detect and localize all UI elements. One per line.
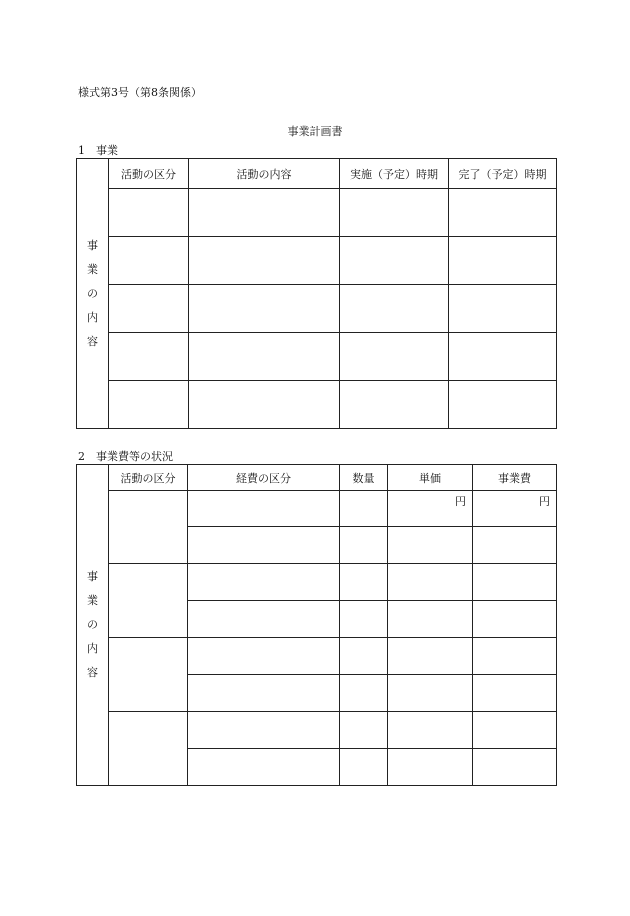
table-cell[interactable] bbox=[109, 333, 189, 381]
table-cell[interactable] bbox=[388, 601, 473, 638]
col-header-activity-category: 活動の区分 bbox=[109, 159, 189, 189]
unit-price-yen-label: 円 bbox=[388, 491, 473, 527]
table-cell[interactable] bbox=[109, 237, 189, 285]
table-cell[interactable] bbox=[340, 601, 388, 638]
table-row bbox=[77, 381, 557, 429]
table-cell[interactable] bbox=[473, 527, 557, 564]
table-cell[interactable] bbox=[388, 749, 473, 786]
table-cell[interactable] bbox=[449, 333, 557, 381]
col-header-expense-category: 経費の区分 bbox=[188, 465, 340, 491]
business-content-label: 事 業 の 内 容 bbox=[77, 159, 109, 429]
table-cell[interactable] bbox=[340, 564, 388, 601]
table-cell[interactable] bbox=[388, 638, 473, 675]
table-cell[interactable] bbox=[388, 564, 473, 601]
table-row bbox=[77, 189, 557, 237]
col-header-quantity: 数量 bbox=[340, 465, 388, 491]
page-title: 事業計画書 bbox=[287, 125, 343, 138]
table-cell[interactable] bbox=[189, 333, 340, 381]
project-cost-yen-label: 円 bbox=[473, 491, 557, 527]
table-cell[interactable] bbox=[189, 381, 340, 429]
table-cell[interactable] bbox=[188, 491, 340, 527]
table-cell[interactable] bbox=[449, 237, 557, 285]
table-cell[interactable] bbox=[188, 675, 340, 712]
table-cell[interactable] bbox=[340, 381, 449, 429]
table-cell[interactable] bbox=[473, 601, 557, 638]
table-cell[interactable] bbox=[388, 675, 473, 712]
table-cell[interactable] bbox=[188, 712, 340, 749]
table-row bbox=[77, 564, 557, 601]
cost-table bbox=[76, 464, 557, 786]
business-table bbox=[76, 158, 557, 429]
col-header-activity-category: 活動の区分 bbox=[109, 465, 188, 491]
table-cell[interactable] bbox=[449, 189, 557, 237]
table-cell[interactable] bbox=[188, 564, 340, 601]
table-cell[interactable] bbox=[340, 285, 449, 333]
table-row bbox=[77, 285, 557, 333]
table-cell[interactable] bbox=[449, 285, 557, 333]
table-cell[interactable] bbox=[189, 285, 340, 333]
table-cell[interactable] bbox=[340, 189, 449, 237]
activity-category-cell[interactable] bbox=[109, 638, 188, 712]
table-cell[interactable] bbox=[188, 638, 340, 675]
table-cell[interactable] bbox=[189, 189, 340, 237]
table-cell[interactable] bbox=[340, 333, 449, 381]
table-cell[interactable] bbox=[340, 527, 388, 564]
section1-heading: 1 事業 bbox=[78, 144, 118, 157]
table-cell[interactable] bbox=[188, 749, 340, 786]
section2-heading: 2 事業費等の状況 bbox=[78, 450, 173, 463]
table-cell[interactable] bbox=[449, 381, 557, 429]
table-cell[interactable] bbox=[340, 638, 388, 675]
table-cell[interactable] bbox=[340, 491, 388, 527]
col-header-project-cost: 事業費 bbox=[473, 465, 557, 491]
cost-content-label: 事 業 の 内 容 bbox=[77, 465, 109, 786]
table-cell[interactable] bbox=[473, 564, 557, 601]
activity-category-cell[interactable] bbox=[109, 564, 188, 638]
table-cell[interactable] bbox=[340, 237, 449, 285]
col-header-end-date: 完了（予定）時期 bbox=[449, 159, 557, 189]
activity-category-cell[interactable] bbox=[109, 491, 188, 564]
table-cell[interactable] bbox=[109, 189, 189, 237]
col-header-activity-content: 活動の内容 bbox=[189, 159, 340, 189]
table-row bbox=[77, 638, 557, 675]
col-header-start-date: 実施（予定）時期 bbox=[340, 159, 449, 189]
table-row bbox=[77, 491, 557, 527]
table-row bbox=[77, 237, 557, 285]
table-cell[interactable] bbox=[189, 237, 340, 285]
table-cell[interactable] bbox=[473, 675, 557, 712]
table-cell[interactable] bbox=[473, 712, 557, 749]
table-cell[interactable] bbox=[109, 285, 189, 333]
table-row bbox=[77, 333, 557, 381]
table-cell[interactable] bbox=[188, 601, 340, 638]
table-cell[interactable] bbox=[340, 712, 388, 749]
col-header-unit-price: 単価 bbox=[388, 465, 473, 491]
table-cell[interactable] bbox=[473, 749, 557, 786]
table-cell[interactable] bbox=[388, 712, 473, 749]
table-cell[interactable] bbox=[109, 381, 189, 429]
table-cell[interactable] bbox=[388, 527, 473, 564]
table-cell[interactable] bbox=[340, 749, 388, 786]
activity-category-cell[interactable] bbox=[109, 712, 188, 786]
table-cell[interactable] bbox=[473, 638, 557, 675]
table-cell[interactable] bbox=[188, 527, 340, 564]
table-cell[interactable] bbox=[340, 675, 388, 712]
form-number-label: 様式第3号（第8条関係） bbox=[78, 86, 202, 99]
table-row bbox=[77, 712, 557, 749]
